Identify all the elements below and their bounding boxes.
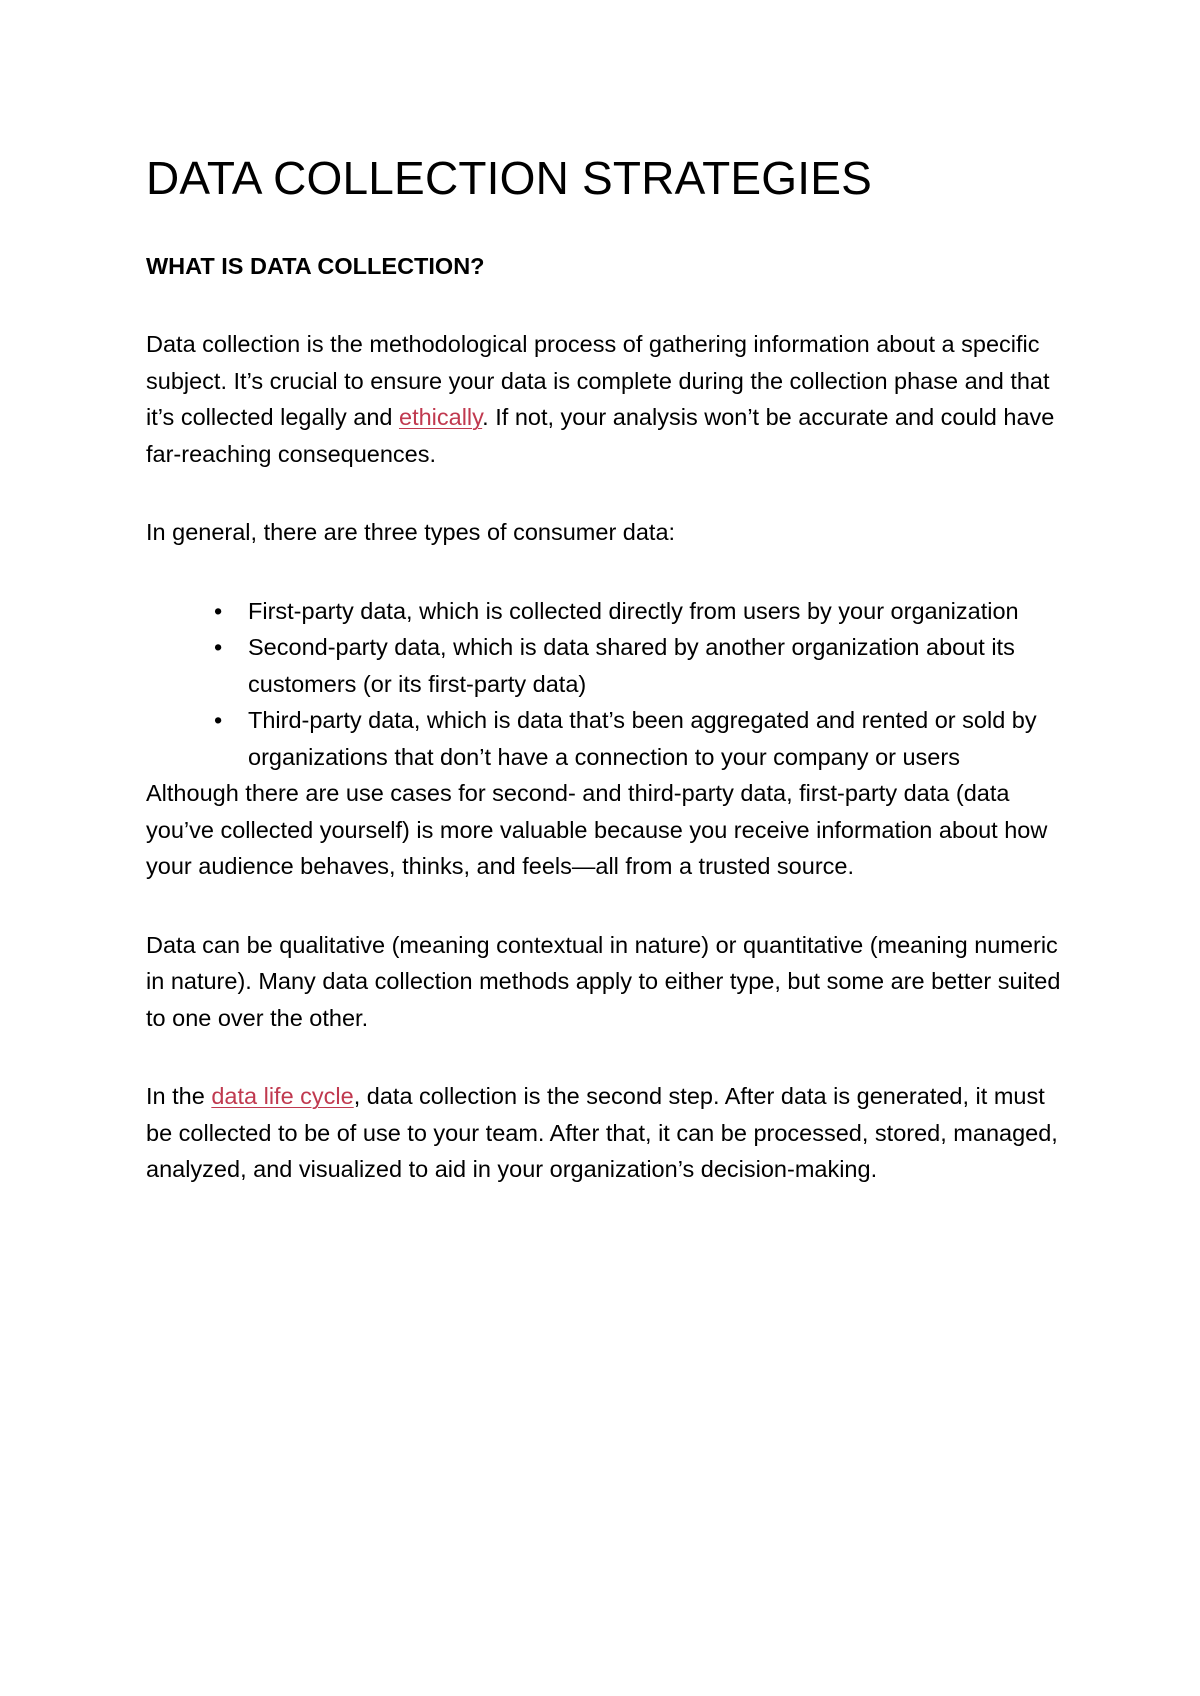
life-cycle-paragraph (146, 1078, 1076, 1188)
list-item-text: Third-party data, which is data that’s been aggregated and rented or sold by organizations that don’t have a connection to your company or users (248, 707, 1037, 770)
intro-text-end: . If not, your analysis won’t be accurate and could have far-reaching consequences. (146, 404, 1055, 467)
life-cycle-text-end: , data collection is the second step. After data is generated, it must be collected to be of use to your team. After that, it can be processed, stored, managed, analyzed, and visualized to aid in your organization’s decision-making. (146, 1083, 1058, 1182)
section-heading: WHAT IS DATA COLLECTION? (146, 253, 485, 279)
intro-paragraph (146, 326, 1076, 472)
types-intro-paragraph: In general, there are three types of consumer data: (146, 519, 676, 545)
list-item-text: First-party data, which is collected directly from users by your organization (248, 597, 1019, 624)
document-body (146, 148, 1076, 1188)
data-types-list (146, 593, 1076, 776)
first-party-value-paragraph: Although there are use cases for second- and third-party data, first-party data (data you’ve collected yourself) is more valuable because you receive information about how your audience behaves, thinks, and feels—all from a trusted source. (146, 780, 1048, 879)
ethically-link[interactable]: ethically (399, 404, 483, 430)
bullet-icon: • (214, 597, 223, 624)
list-item (214, 702, 1076, 775)
life-cycle-text-start: In the (146, 1083, 212, 1109)
bullet-icon: • (214, 634, 223, 660)
document-title: DATA COLLECTION STRATEGIES (146, 152, 872, 204)
bullet-icon: • (214, 707, 223, 733)
intro-text-start: Data collection is the methodological process of gathering information about a specific subject. It’s crucial to ensure your data is complete during the collection phase and that it’s collected legally and (146, 331, 1050, 430)
qualitative-quantitative-paragraph: Data can be qualitative (meaning contextual in nature) or quantitative (meaning numeric in nature). Many data collection methods apply to either type, but some are better suited to one over the other. (146, 931, 1061, 1031)
list-item (214, 629, 1076, 702)
list-item (214, 593, 1076, 630)
list-item-text: Second-party data, which is data shared by another organization about its customers (or its first-party data) (248, 634, 1015, 697)
data-life-cycle-link[interactable]: data life cycle (211, 1083, 354, 1109)
